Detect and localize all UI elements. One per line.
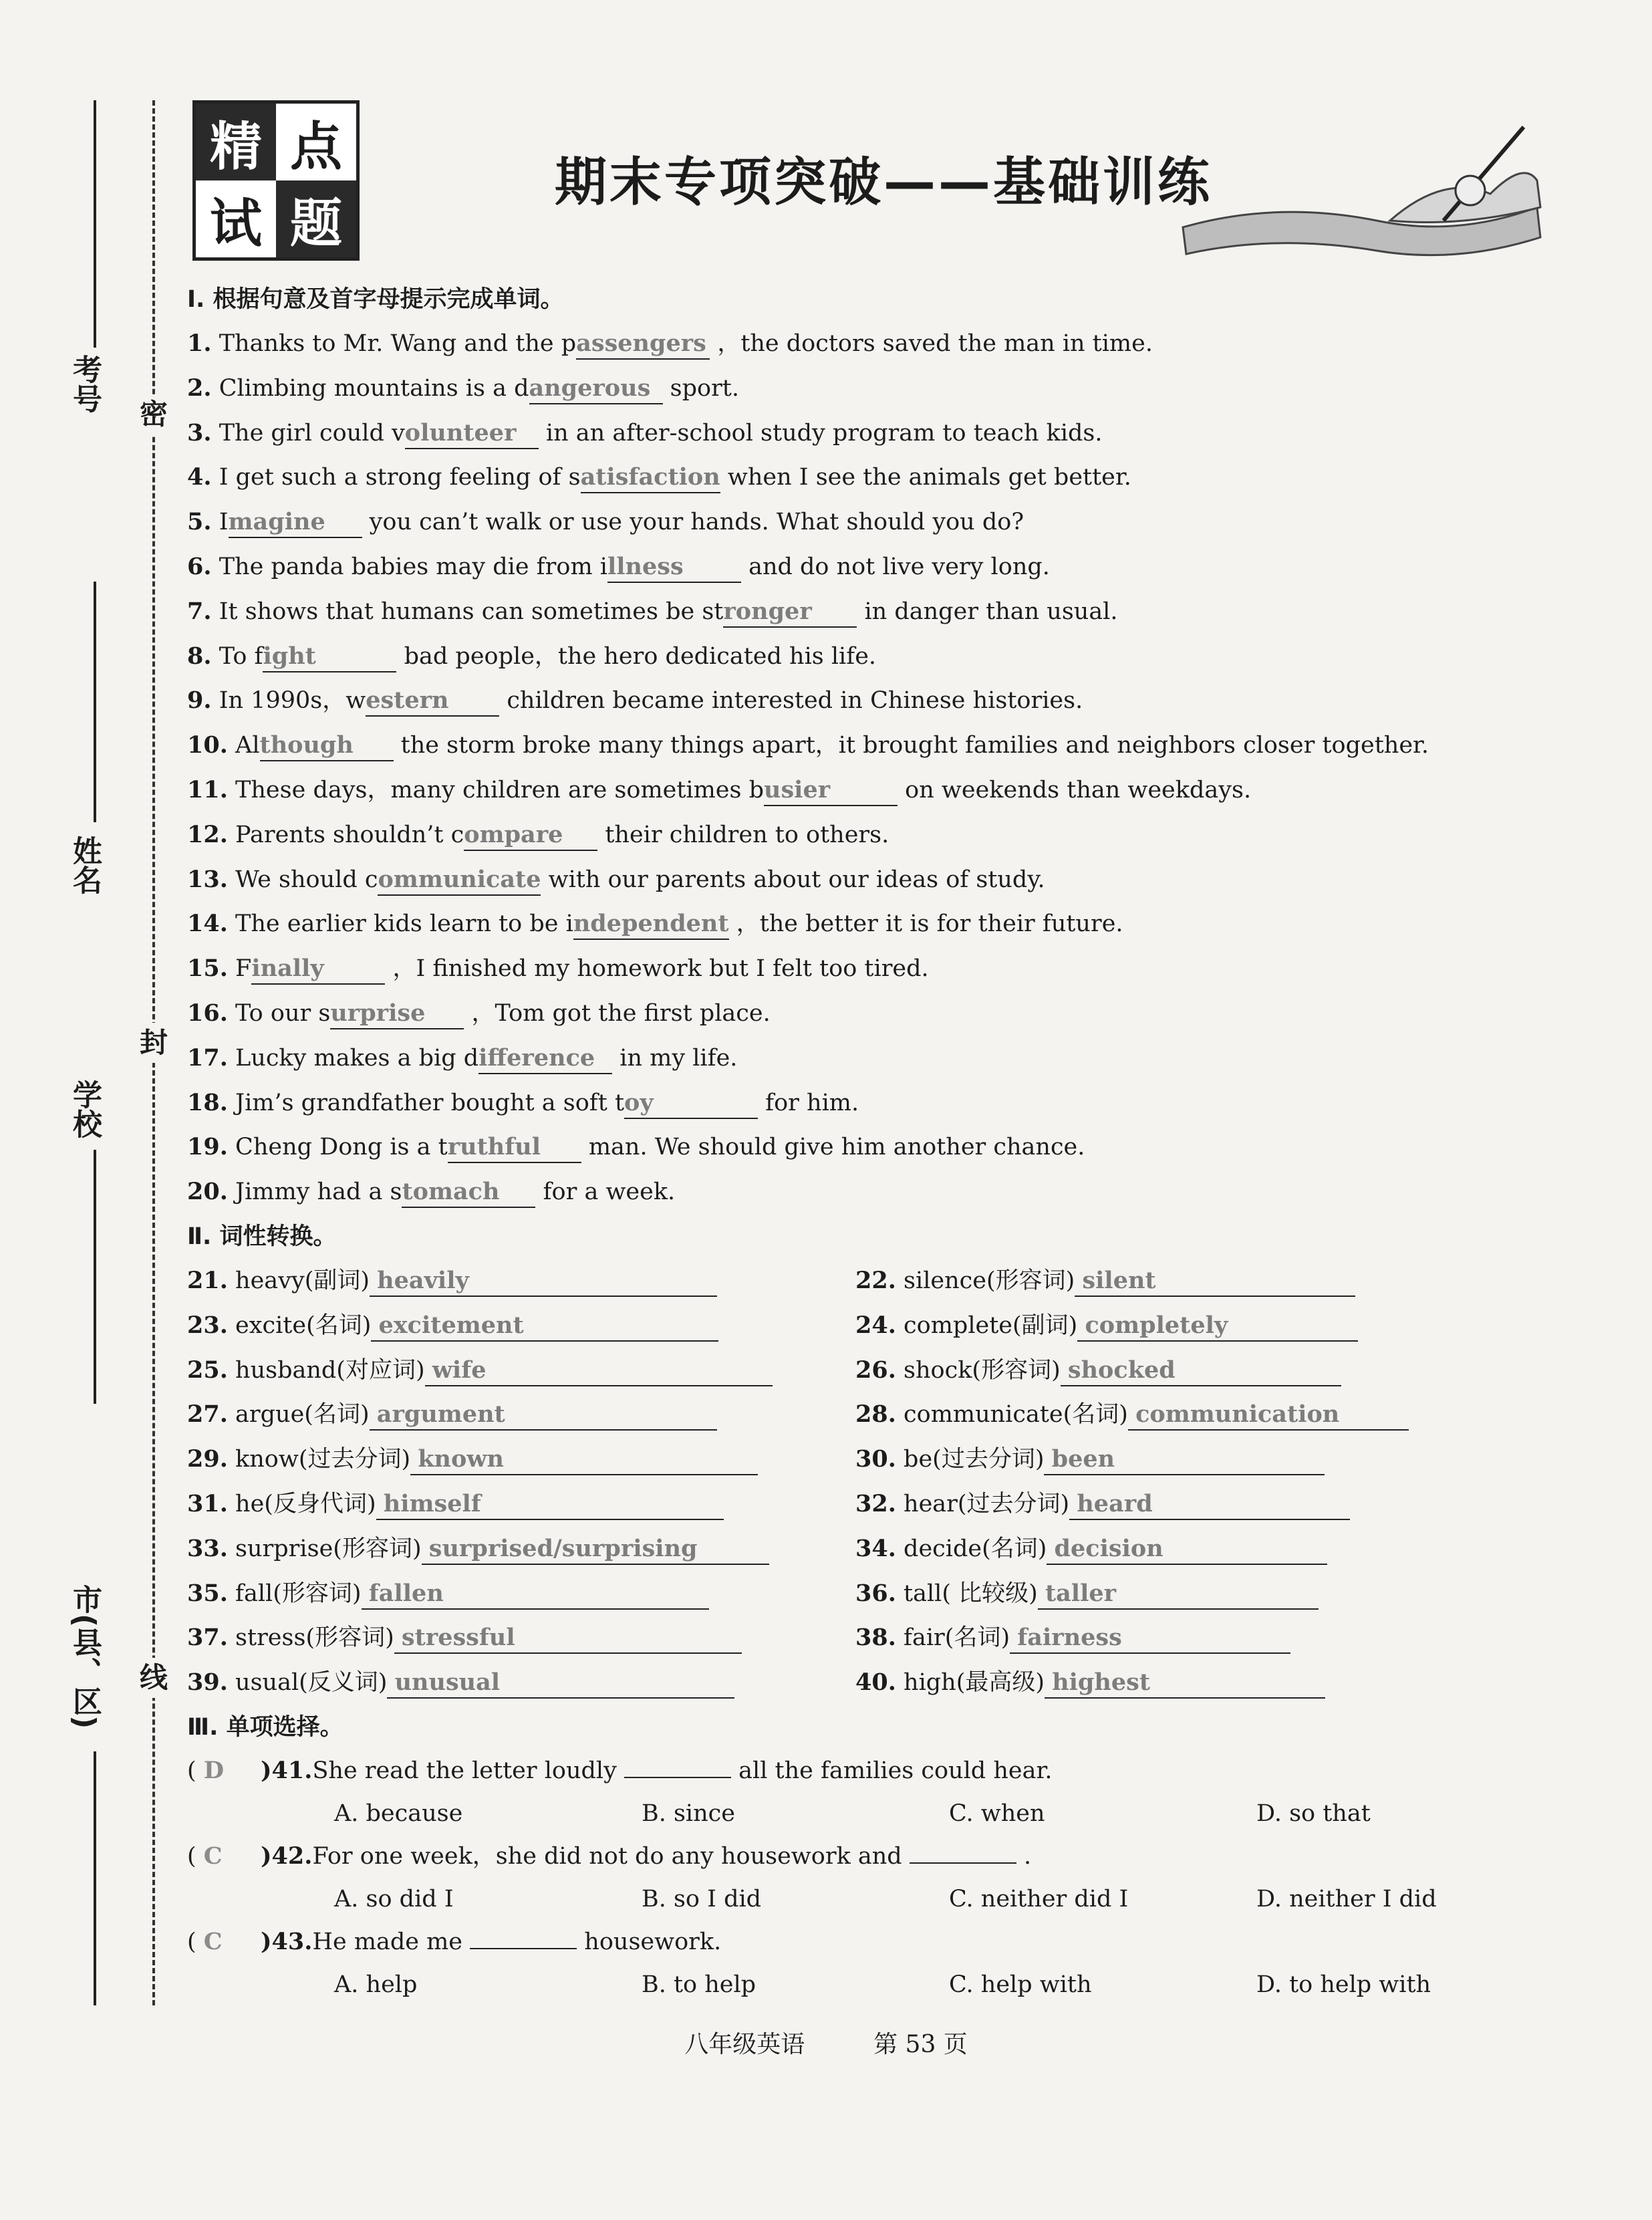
option-a[interactable]: A. so did I: [334, 1885, 454, 1913]
base-word: shock(形容词): [904, 1356, 1061, 1384]
answer-text: highest: [1052, 1669, 1150, 1697]
conversion-row: [187, 1660, 1564, 1705]
answer-text: llness: [607, 552, 684, 580]
answer-blank[interactable]: [405, 418, 539, 449]
answer-text: wife: [432, 1356, 487, 1384]
question-text-before: Cheng Dong is a t: [235, 1134, 448, 1161]
question-text-after: ，the better it is for their future.: [736, 910, 1123, 938]
answer-blank[interactable]: [1128, 1400, 1409, 1431]
conversion-row: [187, 1348, 1564, 1393]
question-number: 11.: [187, 775, 228, 804]
answer-blank[interactable]: [478, 1043, 612, 1074]
seal-xian: 线: [134, 1658, 174, 1698]
fill-in-question: [187, 858, 1564, 902]
logo-char: 精: [196, 104, 276, 180]
base-word: stress(形容词): [235, 1624, 394, 1652]
answer-text: ompare: [464, 820, 563, 848]
question-number: 20.: [187, 1178, 228, 1206]
fill-in-question: [187, 1170, 1564, 1215]
answer-blank[interactable]: [402, 1177, 535, 1208]
section3-list: [187, 1749, 1564, 2006]
base-word: complete(副词): [904, 1312, 1078, 1339]
question-number: )41.: [261, 1756, 313, 1784]
question-text-before: For one week，she did not do any housework and: [312, 1842, 902, 1870]
question-number: 26.: [855, 1356, 896, 1384]
question-number: 36.: [855, 1579, 896, 1607]
section1-heading: I. 根据句意及首字母提示完成单词。: [187, 286, 564, 313]
question-text-before: In 1990s，w: [219, 687, 366, 715]
question-blank[interactable]: [910, 1862, 1016, 1864]
question-text-before: Lucky makes a big d: [235, 1044, 479, 1072]
question-text-after: their children to others.: [605, 821, 889, 848]
base-word: silence(形容词): [904, 1267, 1075, 1294]
conversion-row: [187, 1259, 1564, 1304]
answer-blank[interactable]: [1038, 1579, 1319, 1610]
answer-blank[interactable]: [624, 1088, 758, 1119]
answer-blank[interactable]: [410, 1445, 758, 1475]
base-word: decide(名词): [904, 1535, 1047, 1562]
question-text-after: in an after-school study program to teach kids.: [545, 419, 1103, 447]
answer-text: atisfaction: [580, 463, 720, 491]
question-text-before: The earlier kids learn to be i: [235, 910, 573, 938]
option-a[interactable]: A. because: [334, 1800, 463, 1827]
question-text-after: ，the doctors saved the man in time.: [717, 330, 1153, 357]
answer-blank[interactable]: [1075, 1266, 1355, 1297]
conversion-item: [855, 1259, 1524, 1304]
answer-blank[interactable]: [573, 909, 729, 940]
seal-mi: 密: [134, 394, 174, 435]
question-number: 10.: [187, 731, 228, 759]
fill-in-question: [187, 500, 1564, 545]
base-word: hear(过去分词): [904, 1490, 1070, 1517]
answer-text: inally: [251, 955, 324, 983]
question-text-after: with our parents about our ideas of study.: [548, 866, 1045, 893]
option-row: [187, 1963, 1564, 2006]
answer-text: ight: [263, 642, 316, 670]
district-rule: [94, 1751, 96, 2005]
conversion-row: [187, 1392, 1564, 1437]
question-text-before: Thanks to Mr. Wang and the p: [219, 330, 577, 357]
exam-number-rule: [94, 100, 96, 348]
logo-char: 题: [276, 180, 356, 257]
option-row: [187, 1878, 1564, 1921]
answer-blank[interactable]: [1047, 1534, 1327, 1565]
fill-in-question: [187, 1125, 1564, 1170]
base-word: fall(形容词): [235, 1580, 362, 1607]
question-number: 30.: [855, 1445, 896, 1473]
section3-heading: Ⅲ. 单项选择。: [187, 1713, 343, 1741]
fill-in-question: [187, 947, 1564, 991]
fill-in-question: [187, 366, 1564, 411]
conversion-item: [855, 1437, 1524, 1482]
question-number: 29.: [187, 1445, 228, 1473]
question-number: 21.: [187, 1266, 228, 1294]
fill-in-question: [187, 902, 1564, 947]
question-number: 4.: [187, 463, 212, 491]
conversion-item: [187, 1437, 855, 1482]
question-number: 2.: [187, 374, 212, 402]
base-word: heavy(副词): [235, 1267, 370, 1294]
question-text-after: man. We should give him another chance.: [588, 1134, 1085, 1161]
conversion-row: [187, 1437, 1564, 1482]
base-word: fair(名词): [904, 1624, 1010, 1652]
question-text-after: the storm broke many things apart，it brought families and neighbors closer together.: [400, 732, 1429, 759]
answer-text: though: [259, 731, 354, 759]
question-number: 28.: [855, 1400, 896, 1429]
question-number: 35.: [187, 1579, 228, 1607]
school-label: 学校: [67, 1080, 102, 1138]
answer-text: estern: [366, 687, 449, 715]
answer-blank[interactable]: [464, 820, 597, 851]
footer-subject: 八年级英语: [684, 2031, 805, 2058]
conversion-row: [187, 1527, 1564, 1572]
question-text-before: Parents shouldn’t c: [235, 821, 464, 848]
page-footer: [0, 2025, 1652, 2060]
answer-blank[interactable]: [723, 597, 857, 628]
answer-text: been: [1051, 1445, 1115, 1473]
conversion-item: [187, 1482, 855, 1527]
answer-text: oy: [624, 1088, 654, 1116]
answer-text: angerous: [529, 374, 651, 402]
conversion-item: [187, 1304, 855, 1348]
name-label: 姓名: [67, 836, 102, 894]
answer-blank[interactable]: [1010, 1623, 1290, 1654]
fill-in-question: [187, 590, 1564, 634]
answer-blank[interactable]: [362, 1579, 709, 1610]
fill-in-question: [187, 679, 1564, 723]
question-text-before: The panda babies may die from i: [219, 553, 607, 580]
option-b[interactable]: B. so I did: [642, 1885, 762, 1913]
question-text-before: He made me: [312, 1928, 463, 1955]
question-text-before: To our s: [235, 999, 331, 1027]
base-word: excite(名词): [235, 1312, 372, 1339]
school-rule: [94, 1150, 96, 1404]
question-number: 8.: [187, 642, 212, 670]
question-number: 13.: [187, 865, 228, 893]
question-text-after: all the families could hear.: [738, 1757, 1053, 1784]
conversion-item: [855, 1482, 1524, 1527]
answer-text: unusual: [394, 1669, 501, 1697]
question-number: 24.: [855, 1311, 896, 1339]
question-number: )43.: [261, 1927, 313, 1955]
question-text-before: We should c: [235, 866, 378, 893]
district-label: 市(县、区): [67, 1584, 102, 1729]
answer-parenthesis[interactable]: ( C: [187, 1927, 223, 1955]
answer-blank[interactable]: [764, 775, 898, 806]
answer-blank[interactable]: [1044, 1445, 1325, 1475]
option-c[interactable]: C. help with: [949, 1971, 1092, 1998]
answer-blank[interactable]: [607, 552, 741, 583]
worksheet-content: [187, 277, 1564, 2006]
question-text-before: She read the letter loudly: [312, 1757, 617, 1784]
answer-text: taller: [1045, 1579, 1117, 1607]
question-text-before: These days，many children are sometimes b: [235, 776, 765, 804]
option-b[interactable]: B. since: [642, 1800, 735, 1827]
conversion-row: [187, 1482, 1564, 1527]
answer-blank[interactable]: [1061, 1356, 1341, 1386]
choice-question: [187, 1835, 1564, 1878]
question-text-before: To f: [219, 642, 263, 670]
question-number: 39.: [187, 1669, 228, 1697]
option-d[interactable]: D. neither I did: [1256, 1885, 1437, 1913]
answer-text: silent: [1082, 1266, 1156, 1294]
question-number: 32.: [855, 1489, 896, 1517]
footer-page-number: 第 53 页: [873, 2031, 968, 2058]
question-text-after: for him.: [765, 1089, 859, 1116]
answer-letter: D: [203, 1756, 225, 1784]
option-d[interactable]: D. so that: [1256, 1800, 1371, 1827]
answer-blank[interactable]: [378, 865, 541, 896]
answer-blank[interactable]: [229, 507, 362, 538]
fill-in-question: [187, 813, 1564, 858]
answer-blank[interactable]: [251, 954, 385, 985]
answer-blank[interactable]: [448, 1132, 581, 1163]
conversion-item: [855, 1348, 1524, 1393]
answer-blank[interactable]: [422, 1534, 769, 1565]
answer-blank[interactable]: [263, 642, 396, 672]
answer-blank[interactable]: [330, 999, 464, 1029]
question-number: 27.: [187, 1400, 228, 1429]
question-text-after: bad people，the hero dedicated his life.: [404, 642, 877, 670]
question-number: 22.: [855, 1266, 896, 1294]
conversion-item: [187, 1660, 855, 1705]
answer-blank[interactable]: [425, 1356, 773, 1386]
seal-feng: 封: [134, 1023, 174, 1063]
base-word: tall( 比较级): [904, 1580, 1038, 1607]
question-text-after: sport.: [670, 374, 739, 402]
question-text-after: when I see the animals get better.: [727, 464, 1131, 491]
question-number: 7.: [187, 597, 212, 625]
answer-blank[interactable]: [1045, 1668, 1325, 1699]
answer-text: completely: [1085, 1311, 1228, 1339]
question-text-before: Jim’s grandfather bought a soft t: [235, 1089, 625, 1116]
answer-text: urprise: [330, 999, 426, 1027]
base-word: surprise(形容词): [235, 1535, 422, 1562]
base-word: he(反身代词): [235, 1490, 376, 1517]
question-number: 14.: [187, 910, 228, 938]
question-text-before: I get such a strong feeling of s: [219, 464, 581, 491]
fill-in-question: [187, 455, 1564, 500]
conversion-item: [855, 1616, 1524, 1660]
choice-question: [187, 1749, 1564, 1792]
page-title: 期末专项突破——基础训练: [555, 152, 1213, 213]
conversion-item: [187, 1392, 855, 1437]
answer-text: surprised/surprising: [428, 1534, 698, 1562]
question-text-after: on weekends than weekdays.: [905, 776, 1252, 804]
answer-blank[interactable]: [576, 329, 710, 360]
question-number: )42.: [261, 1842, 313, 1870]
question-number: 37.: [187, 1624, 228, 1652]
question-text-before: Jimmy had a s: [235, 1179, 402, 1206]
fill-in-question: [187, 634, 1564, 679]
question-text-before: The girl could v: [219, 419, 405, 447]
question-text-after: in danger than usual.: [864, 598, 1118, 625]
answer-blank[interactable]: [1069, 1489, 1350, 1520]
choice-question: [187, 1921, 1564, 1963]
question-number: 38.: [855, 1624, 896, 1652]
name-rule: [94, 582, 96, 822]
fill-in-question: [187, 991, 1564, 1036]
question-text-after: ，Tom got the first place.: [471, 999, 771, 1027]
answer-blank[interactable]: [376, 1489, 724, 1520]
question-number: 16.: [187, 999, 228, 1027]
answer-text: fairness: [1017, 1624, 1122, 1652]
answer-parenthesis[interactable]: ( D: [187, 1756, 225, 1784]
answer-blank[interactable]: [260, 731, 394, 761]
question-number: 31.: [187, 1489, 228, 1517]
question-blank[interactable]: [624, 1777, 731, 1778]
question-number: 5.: [187, 508, 212, 536]
question-text-after: housework.: [584, 1928, 722, 1955]
option-b[interactable]: B. to help: [642, 1971, 756, 1998]
answer-text: ronger: [723, 597, 812, 625]
answer-blank[interactable]: [394, 1623, 742, 1654]
answer-blank[interactable]: [370, 1400, 717, 1431]
answer-blank[interactable]: [1077, 1311, 1358, 1342]
fill-in-question: [187, 545, 1564, 590]
question-number: 6.: [187, 552, 212, 580]
answer-text: olunteer: [404, 418, 517, 447]
question-text-after: in my life.: [620, 1044, 738, 1072]
answer-letter: C: [203, 1842, 223, 1870]
answer-blank[interactable]: [581, 463, 720, 493]
question-text-after: and do not live very long.: [748, 553, 1050, 580]
base-word: be(过去分词): [904, 1446, 1045, 1473]
scroll-decoration-icon: [1176, 120, 1550, 267]
conversion-item: [187, 1527, 855, 1572]
section1-list: [187, 322, 1564, 1215]
question-text-before: F: [235, 955, 252, 983]
question-text-after: children became interested in Chinese histories.: [507, 687, 1083, 715]
answer-text: shocked: [1067, 1356, 1176, 1384]
conversion-item: [855, 1392, 1524, 1437]
question-number: 9.: [187, 687, 212, 715]
answer-text: himself: [383, 1489, 481, 1517]
question-number: 34.: [855, 1534, 896, 1562]
answer-text: excitement: [378, 1311, 524, 1339]
answer-text: assengers: [576, 330, 706, 357]
base-word: usual(反义词): [235, 1669, 388, 1697]
answer-text: argument: [376, 1400, 505, 1429]
base-word: argue(名词): [235, 1401, 370, 1429]
question-number: 25.: [187, 1356, 228, 1384]
base-word: high(最高级): [904, 1669, 1045, 1697]
section2-heading: Ⅱ. 词性转换。: [187, 1223, 337, 1250]
answer-blank[interactable]: [366, 686, 499, 717]
question-number: 3.: [187, 418, 212, 447]
conversion-row: [187, 1304, 1564, 1348]
answer-text: ndependent: [573, 910, 729, 938]
question-number: 40.: [855, 1669, 896, 1697]
answer-blank[interactable]: [370, 1266, 717, 1297]
conversion-item: [187, 1348, 855, 1393]
question-number: 12.: [187, 820, 228, 848]
conversion-item: [855, 1572, 1524, 1616]
question-text-before: Al: [235, 732, 260, 759]
option-c[interactable]: C. neither did I: [949, 1885, 1129, 1913]
fill-in-question: [187, 768, 1564, 813]
base-word: communicate(名词): [904, 1401, 1128, 1429]
fill-in-question: [187, 1036, 1564, 1081]
question-text-after: you can’t walk or use your hands. What should you do?: [369, 509, 1024, 536]
answer-text: ommunicate: [378, 865, 541, 893]
question-blank[interactable]: [470, 1948, 577, 1949]
answer-text: magine: [228, 508, 325, 536]
conversion-item: [187, 1572, 855, 1616]
question-number: 33.: [187, 1534, 228, 1562]
answer-text: heard: [1077, 1489, 1153, 1517]
answer-text: tomach: [402, 1178, 500, 1206]
question-number: 18.: [187, 1088, 228, 1116]
question-text-after: .: [1024, 1842, 1032, 1870]
jingdian-shiti-logo: [192, 100, 360, 261]
conversion-row: [187, 1572, 1564, 1616]
answer-text: ruthful: [447, 1133, 541, 1161]
fill-in-question: [187, 322, 1564, 366]
logo-char: 试: [209, 193, 262, 254]
question-text-after: for a week.: [543, 1179, 676, 1206]
question-text-before: It shows that humans can sometimes be st: [219, 598, 724, 625]
exam-number-label: 考号: [67, 354, 102, 413]
fill-in-question: [187, 411, 1564, 456]
question-text-after: ，I finished my homework but I felt too tired.: [392, 955, 929, 983]
answer-text: heavily: [377, 1266, 469, 1294]
conversion-item: [855, 1304, 1524, 1348]
fill-in-question: [187, 1081, 1564, 1126]
question-number: 15.: [187, 955, 228, 983]
question-number: 1.: [187, 330, 212, 357]
answer-text: decision: [1054, 1534, 1163, 1562]
answer-text: fallen: [368, 1579, 444, 1607]
answer-parenthesis[interactable]: ( C: [187, 1842, 223, 1870]
section2-list: [187, 1259, 1564, 1705]
base-word: husband(对应词): [235, 1356, 425, 1384]
answer-text: ifference: [478, 1043, 595, 1072]
answer-text: usier: [764, 775, 831, 804]
conversion-item: [187, 1259, 855, 1304]
base-word: know(过去分词): [235, 1446, 411, 1473]
answer-blank[interactable]: [387, 1668, 734, 1699]
logo-char: 点: [289, 116, 342, 177]
conversion-row: [187, 1616, 1564, 1660]
answer-text: known: [418, 1445, 504, 1473]
conversion-item: [855, 1660, 1524, 1705]
answer-letter: C: [203, 1927, 223, 1955]
fill-in-question: [187, 723, 1564, 768]
answer-text: stressful: [401, 1624, 515, 1652]
option-a[interactable]: A. help: [334, 1971, 418, 1998]
answer-blank[interactable]: [371, 1311, 718, 1342]
conversion-item: [855, 1527, 1524, 1572]
answer-text: communication: [1135, 1400, 1340, 1429]
conversion-item: [187, 1616, 855, 1660]
answer-blank[interactable]: [529, 374, 663, 404]
question-number: 17.: [187, 1043, 228, 1072]
question-text-before: Climbing mountains is a d: [219, 374, 529, 402]
option-row: [187, 1792, 1564, 1835]
question-text-before: I: [219, 509, 229, 536]
question-number: 23.: [187, 1311, 228, 1339]
question-number: 19.: [187, 1133, 228, 1161]
option-d[interactable]: D. to help with: [1256, 1971, 1431, 1998]
option-c[interactable]: C. when: [949, 1800, 1045, 1827]
